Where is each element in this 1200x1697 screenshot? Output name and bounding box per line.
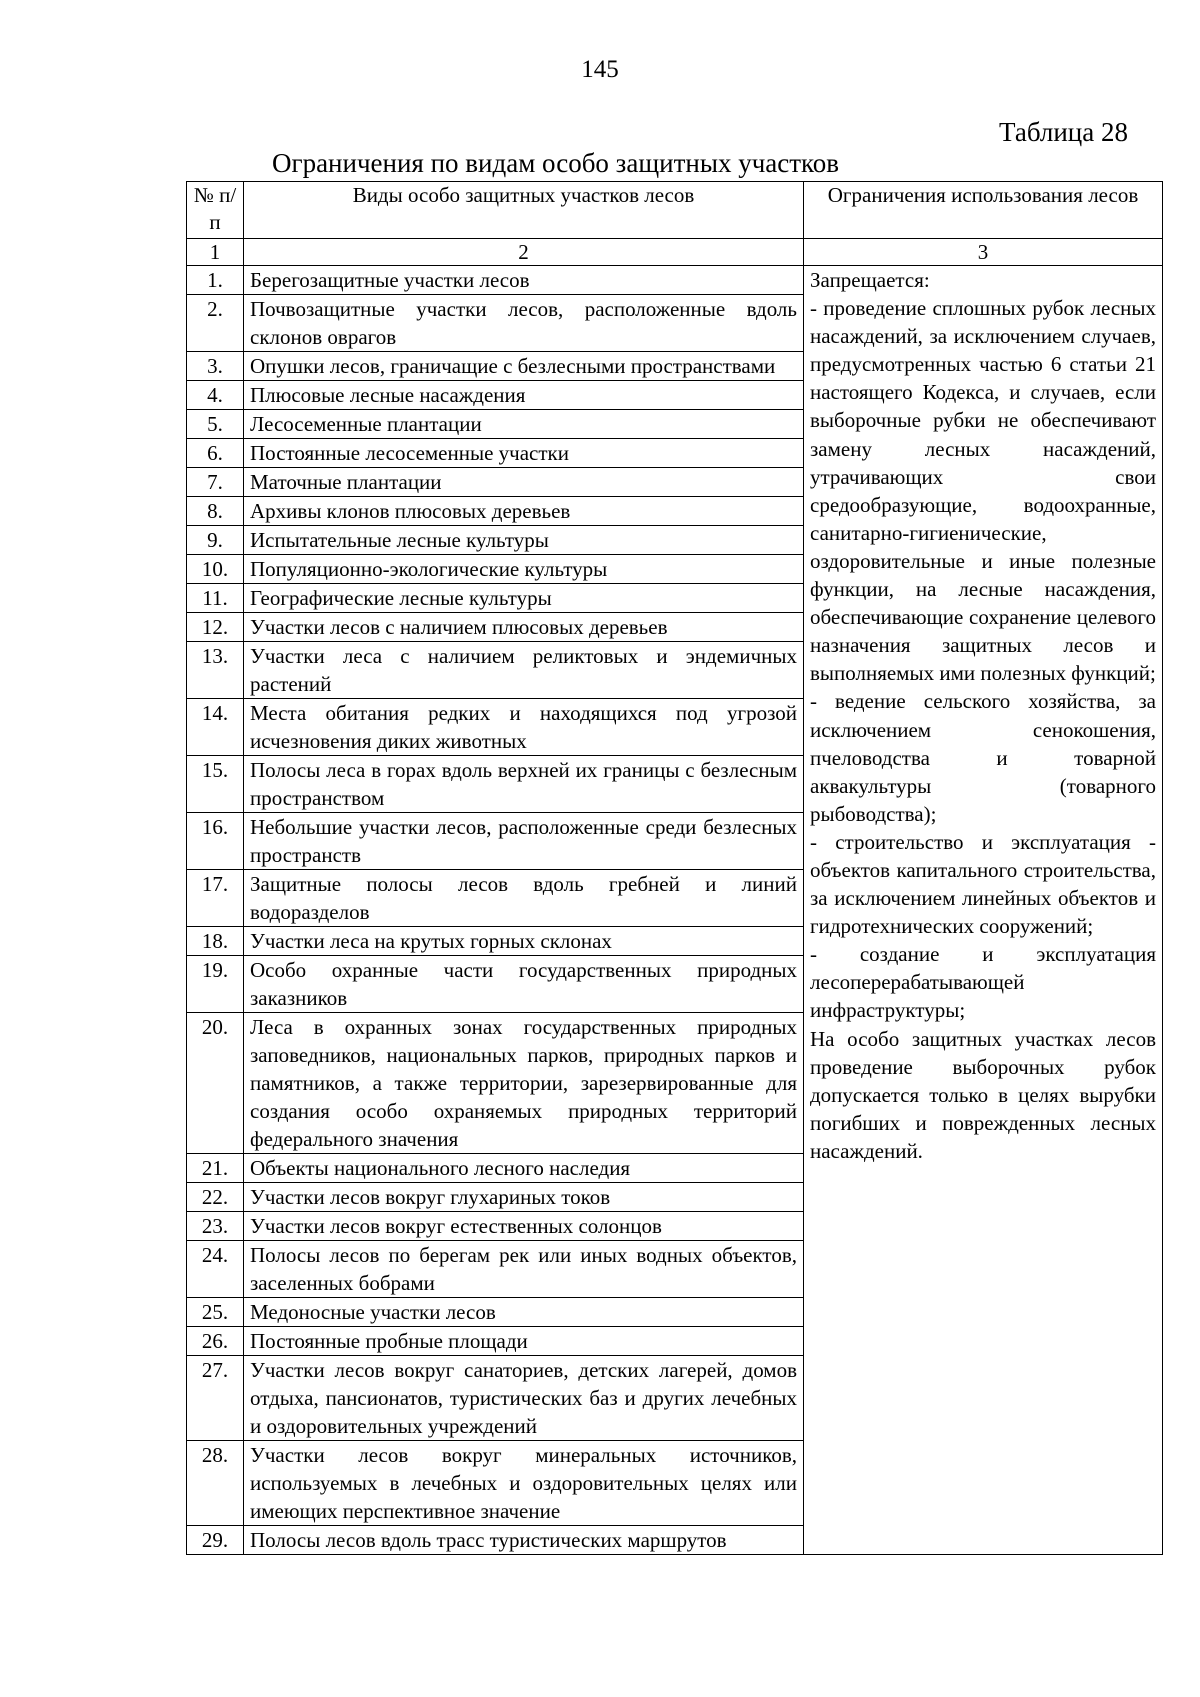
- row-kind: Берегозащитные участки лесов: [244, 266, 804, 295]
- row-kind: Популяционно-экологические культуры: [244, 555, 804, 584]
- row-kind: Леса в охранных зонах государственных природных заповедников, национальных парков, природных парков и памятников, а также территории, зарезервированные для создания особо охраняемых природных территорий федерального значения: [244, 1013, 804, 1154]
- row-number: 4.: [187, 381, 244, 410]
- row-kind: Участки леса на крутых горных склонах: [244, 927, 804, 956]
- row-kind: Почвозащитные участки лесов, расположенные вдоль склонов оврагов: [244, 295, 804, 352]
- row-kind: Лесосеменные плантации: [244, 410, 804, 439]
- row-kind: Плюсовые лесные насаждения: [244, 381, 804, 410]
- row-number: 19.: [187, 956, 244, 1013]
- column-number-3: 3: [804, 239, 1163, 266]
- row-number: 26.: [187, 1327, 244, 1356]
- restriction-paragraph: - ведение сельского хозяйства, за исключением сенокошения, пчеловодства и товарной аквакультуры (товарного рыбоводства);: [810, 689, 1156, 826]
- row-number: 16.: [187, 813, 244, 870]
- row-kind: Медоносные участки лесов: [244, 1298, 804, 1327]
- row-kind: Объекты национального лесного наследия: [244, 1154, 804, 1183]
- row-kind: Участки лесов вокруг глухариных токов: [244, 1183, 804, 1212]
- row-number: 27.: [187, 1356, 244, 1441]
- row-number: 21.: [187, 1154, 244, 1183]
- row-kind: Опушки лесов, граничащие с безлесными пространствами: [244, 352, 804, 381]
- row-kind: Участки лесов вокруг естественных солонцов: [244, 1212, 804, 1241]
- restriction-paragraph: - проведение сплошных рубок лесных насаждений, за исключением случаев, предусмотренных частью 6 статьи 21 настоящего Кодекса, и случаев, если выборочные рубки не обеспечивают замену лесных насаждений, утрачивающих свои средообразующие, водоохранные, санитарно-гигиенические, оздоровительные и иные полезные функции, на лесные насаждения, обеспечивающие сохранение целевого назначения защитных лесов и выполняемых ими полезных функций;: [810, 296, 1156, 686]
- row-kind: Полосы лесов вдоль трасс туристических маршрутов: [244, 1526, 804, 1555]
- row-kind: Испытательные лесные культуры: [244, 526, 804, 555]
- row-kind: Участки лесов с наличием плюсовых деревьев: [244, 613, 804, 642]
- row-number: 10.: [187, 555, 244, 584]
- row-number: 11.: [187, 584, 244, 613]
- row-number: 6.: [187, 439, 244, 468]
- row-kind: Полосы леса в горах вдоль верхней их границы с безлесным пространством: [244, 756, 804, 813]
- restriction-paragraph: - создание и эксплуатация лесоперерабатывающей инфраструктуры;: [810, 942, 1156, 1023]
- row-kind: Постоянные пробные площади: [244, 1327, 804, 1356]
- row-number: 17.: [187, 870, 244, 927]
- row-kind: Места обитания редких и находящихся под угрозой исчезновения диких животных: [244, 699, 804, 756]
- row-number: 1.: [187, 266, 244, 295]
- row-number: 25.: [187, 1298, 244, 1327]
- row-kind: Архивы клонов плюсовых деревьев: [244, 497, 804, 526]
- row-number: 14.: [187, 699, 244, 756]
- row-number: 13.: [187, 642, 244, 699]
- table-title: Ограничения по видам особо защитных участков: [272, 148, 840, 178]
- column-number-2: 2: [244, 239, 804, 266]
- row-number: 7.: [187, 468, 244, 497]
- row-number: 18.: [187, 927, 244, 956]
- restriction-paragraph: - строительство и эксплуатация - объектов капитального строительства, за исключением линейных объектов и гидротехнических сооружений;: [810, 829, 1156, 939]
- page-number: 145: [581, 56, 619, 83]
- row-number: 8.: [187, 497, 244, 526]
- row-number: 9.: [187, 526, 244, 555]
- table-label: Таблица 28: [999, 117, 1128, 147]
- row-kind: Географические лесные культуры: [244, 584, 804, 613]
- column-number-1: 1: [187, 239, 244, 266]
- row-number: 23.: [187, 1212, 244, 1241]
- row-number: 22.: [187, 1183, 244, 1212]
- row-kind: Участки лесов вокруг санаториев, детских лагерей, домов отдыха, пансионатов, туристических баз и других лечебных и оздоровительных учреждений: [244, 1356, 804, 1441]
- restriction-paragraph: На особо защитных участках лесов проведение выборочных рубок допускается только в целях вырубки погибших и поврежденных лесных насаждений.: [810, 1026, 1156, 1163]
- header-kinds: Виды особо защитных участков лесов: [244, 182, 804, 239]
- row-number: 29.: [187, 1526, 244, 1555]
- row-kind: Участки леса с наличием реликтовых и эндемичных растений: [244, 642, 804, 699]
- table-row: [187, 266, 1163, 295]
- row-kind: Особо охранные части государственных природных заказников: [244, 956, 804, 1013]
- row-kind: Участки лесов вокруг минеральных источников, используемых в лечебных и оздоровительных целях или имеющих перспективное значение: [244, 1441, 804, 1526]
- row-number: 15.: [187, 756, 244, 813]
- row-kind: Защитные полосы лесов вдоль гребней и линий водоразделов: [244, 870, 804, 927]
- header-number: № п/п: [187, 182, 244, 239]
- row-number: 12.: [187, 613, 244, 642]
- row-kind: Маточные плантации: [244, 468, 804, 497]
- row-number: 24.: [187, 1241, 244, 1298]
- row-kind: Небольшие участки лесов, расположенные среди безлесных пространств: [244, 813, 804, 870]
- header-restrictions: Ограничения использования лесов: [804, 182, 1163, 239]
- row-number: 3.: [187, 352, 244, 381]
- restriction-paragraph: Запрещается:: [810, 268, 930, 292]
- row-number: 28.: [187, 1441, 244, 1526]
- column-number-row: [187, 239, 1163, 266]
- row-number: 2.: [187, 295, 244, 352]
- table-body: [187, 266, 1163, 1555]
- restrictions-table: [186, 181, 1163, 1555]
- restrictions-cell: [804, 266, 1163, 1555]
- table-header-row: [187, 182, 1163, 239]
- row-kind: Постоянные лесосеменные участки: [244, 439, 804, 468]
- row-number: 5.: [187, 410, 244, 439]
- row-kind: Полосы лесов по берегам рек или иных водных объектов, заселенных бобрами: [244, 1241, 804, 1298]
- row-number: 20.: [187, 1013, 244, 1154]
